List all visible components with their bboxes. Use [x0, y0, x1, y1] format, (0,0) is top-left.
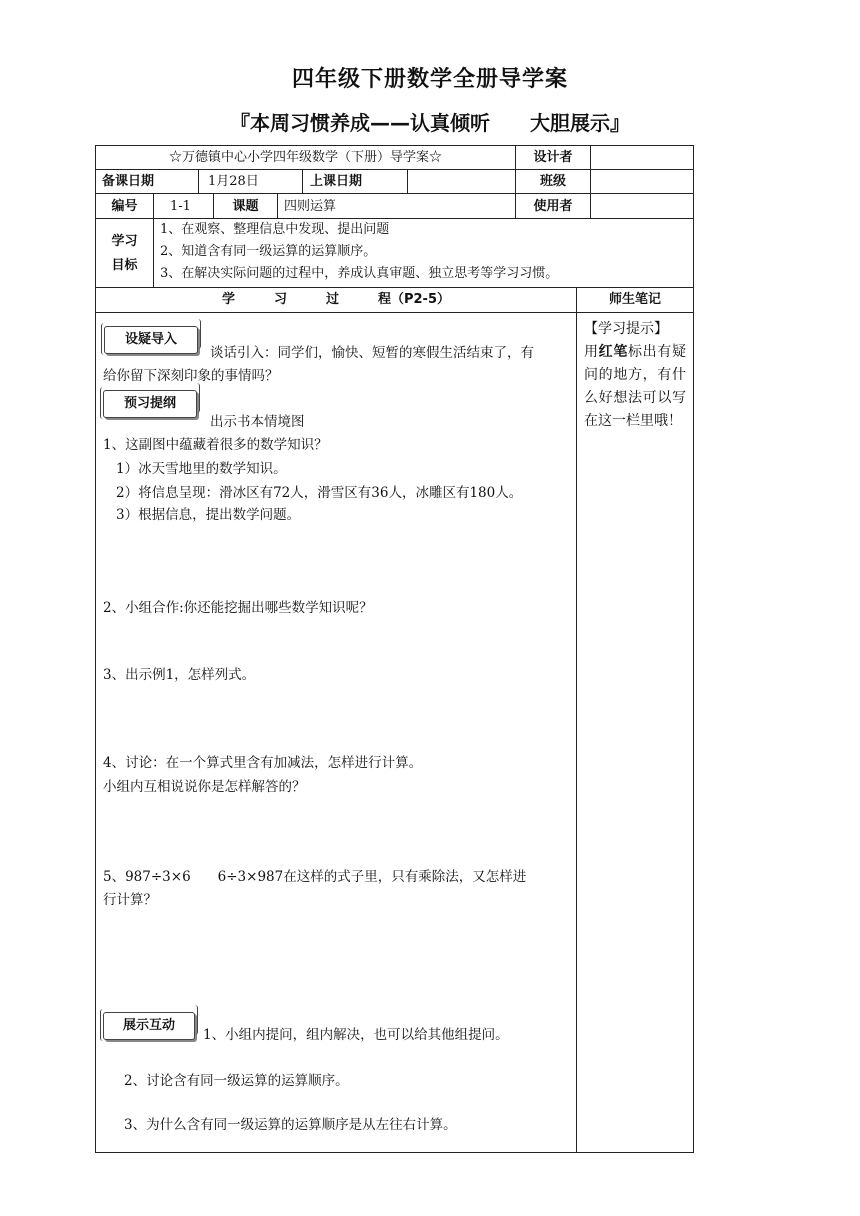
goal-item: 1、在观察、整理信息中发现、提出问题 [160, 222, 390, 237]
goal-item: 2、知道含有同一级运算的运算顺序。 [160, 244, 377, 259]
prep-date-label: 备课日期 [102, 174, 155, 189]
tip-pre: 用 [584, 344, 599, 360]
process-header: 学 习 过 程（P2-5） [221, 292, 450, 307]
question-1-3: 3）根据信息，提出数学问题。 [116, 507, 301, 523]
question-1: 1、这副图中蕴藏着很多的数学知识？ [103, 437, 328, 453]
number-label: 编号 [111, 199, 138, 214]
prep-date-value: 1月28日 [208, 174, 259, 189]
intro-text: 谈话引入：同学们，愉快、短暂的寒假生活结束了，有 [210, 345, 534, 361]
question-1-2: 2）将信息呈现：滑冰区有72人，滑雪区有36人，冰雕区有180人。 [116, 485, 523, 501]
tip-title: 【学习提示】 [584, 321, 668, 337]
class-date-label: 上课日期 [310, 174, 363, 189]
question-1-1: 1）冰天雪地里的数学知识。 [116, 461, 287, 477]
show-item-2: 2、讨论含有同一级运算的运算顺序。 [124, 1073, 349, 1089]
question-2: 2、小组合作:你还能挖掘出哪些数学知识呢？ [103, 600, 373, 616]
question-4-b: 小组内互相说说你是怎样解答的？ [103, 779, 306, 795]
designer-label: 设计者 [533, 150, 573, 165]
preview-tag: 预习提纲 [103, 390, 197, 418]
page-subtitle: 『本周习惯养成——认真倾听 大胆展示』 [230, 111, 630, 135]
question-5-cont: 行计算？ [103, 892, 157, 908]
intro-tag: 设疑导入 [104, 326, 198, 354]
class-label: 班级 [539, 174, 566, 189]
question-3: 3、出示例1，怎样列式。 [103, 667, 256, 683]
show-item-1: 1、小组内提问，组内解决，也可以给其他组提问。 [203, 1027, 509, 1043]
question-4: 4、讨论：在一个算式里含有加减法，怎样进行计算。 [103, 755, 423, 771]
tip-highlight: 红笔 [598, 344, 629, 360]
topic-label: 课题 [232, 199, 259, 214]
page-title: 四年级下册数学全册导学案 [291, 67, 568, 92]
question-5: 5、987÷3×6 6÷3×987在这样的式子里，只有乘除法，又怎样进 [103, 869, 527, 885]
tip-body: 标出有疑问的地方，有什么好想法可以写在这一栏里哦！ [584, 344, 687, 429]
study-tip [584, 318, 686, 433]
notes-header: 师生笔记 [608, 292, 661, 307]
goal-item: 3、在解决实际问题的过程中，养成认真审题、独立思考等学习习惯。 [160, 266, 559, 281]
number-value: 1-1 [170, 199, 191, 214]
show-tag: 展示互动 [103, 1012, 195, 1040]
school-title: ☆万德镇中心小学四年级数学（下册）导学案☆ [168, 150, 442, 165]
user-label: 使用者 [533, 199, 573, 214]
intro-text-cont: 给你留下深刻印象的事情吗？ [103, 368, 279, 384]
goals-label-1: 学习 [111, 234, 138, 249]
show-item-3: 3、为什么含有同一级运算的运算顺序是从左往右计算。 [124, 1117, 457, 1133]
goals-label-2: 目标 [111, 258, 138, 273]
topic-value: 四则运算 [284, 199, 337, 214]
preview-text: 出示书本情境图 [210, 414, 305, 430]
